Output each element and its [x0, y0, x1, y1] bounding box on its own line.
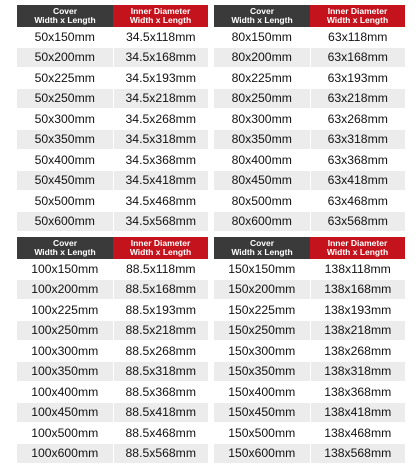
cover-header — [17, 237, 113, 259]
inner-diameter-cell: 138x193mm — [310, 300, 405, 321]
table-row — [17, 423, 208, 444]
table-row — [17, 402, 208, 423]
table-row — [214, 27, 405, 47]
table-row — [214, 320, 405, 341]
cover-size-cell: 100x150mm — [17, 259, 113, 279]
inner-diameter-cell: 63x368mm — [310, 150, 405, 171]
cover-size-cell: 150x225mm — [214, 300, 310, 321]
cover-size-cell: 150x500mm — [214, 423, 310, 444]
table-row — [214, 88, 405, 109]
cover-header — [17, 5, 113, 27]
inner-diameter-cell: 138x568mm — [310, 443, 405, 464]
inner-diameter-header-line: Width x Length — [129, 247, 192, 257]
table-header-row — [17, 237, 208, 259]
cover-size-cell: 80x200mm — [214, 47, 310, 68]
table-row — [214, 211, 405, 232]
inner-diameter-header-line: Inner Diameter — [130, 238, 191, 248]
cover-size-cell: 150x150mm — [214, 259, 310, 279]
inner-diameter-header — [310, 237, 405, 259]
inner-diameter-cell: 138x218mm — [310, 320, 405, 341]
inner-diameter-cell: 88.5x418mm — [113, 402, 208, 423]
cover-size-cell: 100x300mm — [17, 341, 113, 362]
inner-diameter-header-line: Width x Length — [326, 247, 389, 257]
cover-size-cell: 100x250mm — [17, 320, 113, 341]
table-row — [17, 279, 208, 300]
inner-diameter-cell: 34.5x368mm — [113, 150, 208, 171]
cover-size-cell: 150x600mm — [214, 443, 310, 464]
table-row — [17, 443, 208, 464]
table-row — [17, 300, 208, 321]
inner-diameter-cell: 34.5x218mm — [113, 88, 208, 109]
table-row — [214, 341, 405, 362]
inner-diameter-header — [310, 5, 405, 27]
cover-size-cell: 50x450mm — [17, 170, 113, 191]
inner-diameter-header — [113, 237, 208, 259]
cover-size-cell: 150x450mm — [214, 402, 310, 423]
inner-diameter-cell: 88.5x468mm — [113, 423, 208, 444]
inner-diameter-header-line: Inner Diameter — [327, 6, 388, 16]
inner-diameter-cell: 63x118mm — [310, 27, 405, 47]
table-row — [17, 27, 208, 47]
cover-size-cell: 100x450mm — [17, 402, 113, 423]
inner-diameter-cell: 34.5x418mm — [113, 170, 208, 191]
inner-diameter-cell: 88.5x193mm — [113, 300, 208, 321]
cover-size-cell: 100x600mm — [17, 443, 113, 464]
cover-header-line: Cover — [52, 238, 78, 248]
cover-size-cell: 150x250mm — [214, 320, 310, 341]
inner-diameter-header-line: Inner Diameter — [130, 6, 191, 16]
inner-diameter-cell: 63x218mm — [310, 88, 405, 109]
cover-size-cell: 100x500mm — [17, 423, 113, 444]
table-row — [17, 129, 208, 150]
table-row — [214, 443, 405, 464]
table-row — [17, 191, 208, 212]
table-row — [214, 150, 405, 171]
inner-diameter-cell: 88.5x568mm — [113, 443, 208, 464]
cover-header-line: Cover — [249, 238, 275, 248]
cover-header-line: Cover — [52, 6, 78, 16]
table-row — [17, 361, 208, 382]
inner-diameter-cell: 88.5x118mm — [113, 259, 208, 279]
inner-diameter-cell: 88.5x218mm — [113, 320, 208, 341]
cover-size-cell: 150x400mm — [214, 382, 310, 403]
table-row — [17, 320, 208, 341]
table-row — [17, 341, 208, 362]
size-table-100 — [17, 237, 208, 464]
inner-diameter-cell: 138x118mm — [310, 259, 405, 279]
table-header-row — [17, 5, 208, 27]
table-row — [214, 170, 405, 191]
inner-diameter-cell: 138x468mm — [310, 423, 405, 444]
inner-diameter-cell: 88.5x268mm — [113, 341, 208, 362]
table-row — [214, 47, 405, 68]
table-row — [17, 170, 208, 191]
inner-diameter-cell: 138x168mm — [310, 279, 405, 300]
cover-header — [214, 237, 310, 259]
inner-diameter-cell: 63x568mm — [310, 211, 405, 232]
cover-size-cell: 100x400mm — [17, 382, 113, 403]
cover-size-cell: 50x500mm — [17, 191, 113, 212]
table-row — [17, 211, 208, 232]
table-row — [214, 68, 405, 89]
table-row — [17, 68, 208, 89]
cover-size-cell: 100x350mm — [17, 361, 113, 382]
table-header-row — [214, 5, 405, 27]
size-table-50 — [17, 5, 208, 232]
cover-header-line: Width x Length — [231, 15, 293, 25]
table-row — [214, 423, 405, 444]
cover-size-cell: 80x350mm — [214, 129, 310, 150]
inner-diameter-header — [113, 5, 208, 27]
cover-size-cell: 50x300mm — [17, 109, 113, 130]
table-row — [214, 382, 405, 403]
cover-size-cell: 80x500mm — [214, 191, 310, 212]
inner-diameter-cell: 138x418mm — [310, 402, 405, 423]
cover-size-cell: 50x400mm — [17, 150, 113, 171]
inner-diameter-header-line: Width x Length — [129, 15, 192, 25]
table-row — [17, 88, 208, 109]
cover-size-cell: 80x150mm — [214, 27, 310, 47]
inner-diameter-cell: 34.5x268mm — [113, 109, 208, 130]
cover-header-line: Cover — [249, 6, 275, 16]
inner-diameter-cell: 34.5x118mm — [113, 27, 208, 47]
inner-diameter-header-line: Width x Length — [326, 15, 389, 25]
table-header-row — [214, 237, 405, 259]
table-row — [214, 402, 405, 423]
cover-size-cell: 50x350mm — [17, 129, 113, 150]
inner-diameter-cell: 88.5x318mm — [113, 361, 208, 382]
inner-diameter-cell: 34.5x168mm — [113, 47, 208, 68]
cover-header-line: Width x Length — [231, 247, 293, 257]
inner-diameter-cell: 34.5x318mm — [113, 129, 208, 150]
table-row — [214, 259, 405, 279]
table-row — [214, 109, 405, 130]
inner-diameter-cell: 88.5x368mm — [113, 382, 208, 403]
cover-header-line: Width x Length — [34, 15, 96, 25]
size-table-80 — [214, 5, 405, 232]
cover-size-cell: 150x200mm — [214, 279, 310, 300]
cover-size-cell: 150x300mm — [214, 341, 310, 362]
table-row — [214, 191, 405, 212]
cover-header — [214, 5, 310, 27]
table-row — [17, 47, 208, 68]
table-row — [214, 129, 405, 150]
inner-diameter-cell: 63x318mm — [310, 129, 405, 150]
inner-diameter-cell: 138x268mm — [310, 341, 405, 362]
cover-header-line: Width x Length — [34, 247, 96, 257]
cover-size-cell: 50x225mm — [17, 68, 113, 89]
inner-diameter-cell: 63x193mm — [310, 68, 405, 89]
cover-size-cell: 150x350mm — [214, 361, 310, 382]
cover-size-cell: 80x450mm — [214, 170, 310, 191]
cover-size-cell: 80x250mm — [214, 88, 310, 109]
inner-diameter-cell: 88.5x168mm — [113, 279, 208, 300]
cover-size-cell: 100x225mm — [17, 300, 113, 321]
table-row — [17, 259, 208, 279]
table-row — [214, 361, 405, 382]
cover-size-cell: 50x150mm — [17, 27, 113, 47]
cover-size-cell: 50x200mm — [17, 47, 113, 68]
cover-size-cell: 80x400mm — [214, 150, 310, 171]
inner-diameter-cell: 138x318mm — [310, 361, 405, 382]
table-row — [214, 279, 405, 300]
cover-size-cell: 100x200mm — [17, 279, 113, 300]
inner-diameter-cell: 34.5x193mm — [113, 68, 208, 89]
cover-size-cell: 80x300mm — [214, 109, 310, 130]
inner-diameter-cell: 63x168mm — [310, 47, 405, 68]
cover-size-cell: 50x250mm — [17, 88, 113, 109]
inner-diameter-cell: 63x468mm — [310, 191, 405, 212]
inner-diameter-cell: 34.5x568mm — [113, 211, 208, 232]
inner-diameter-header-line: Inner Diameter — [327, 238, 388, 248]
inner-diameter-cell: 63x268mm — [310, 109, 405, 130]
inner-diameter-cell: 138x368mm — [310, 382, 405, 403]
table-row — [17, 109, 208, 130]
table-row — [214, 300, 405, 321]
table-row — [17, 150, 208, 171]
table-row — [17, 382, 208, 403]
size-table-150 — [214, 237, 405, 464]
cover-size-cell: 50x600mm — [17, 211, 113, 232]
cover-size-cell: 80x225mm — [214, 68, 310, 89]
inner-diameter-cell: 63x418mm — [310, 170, 405, 191]
inner-diameter-cell: 34.5x468mm — [113, 191, 208, 212]
cover-size-cell: 80x600mm — [214, 211, 310, 232]
